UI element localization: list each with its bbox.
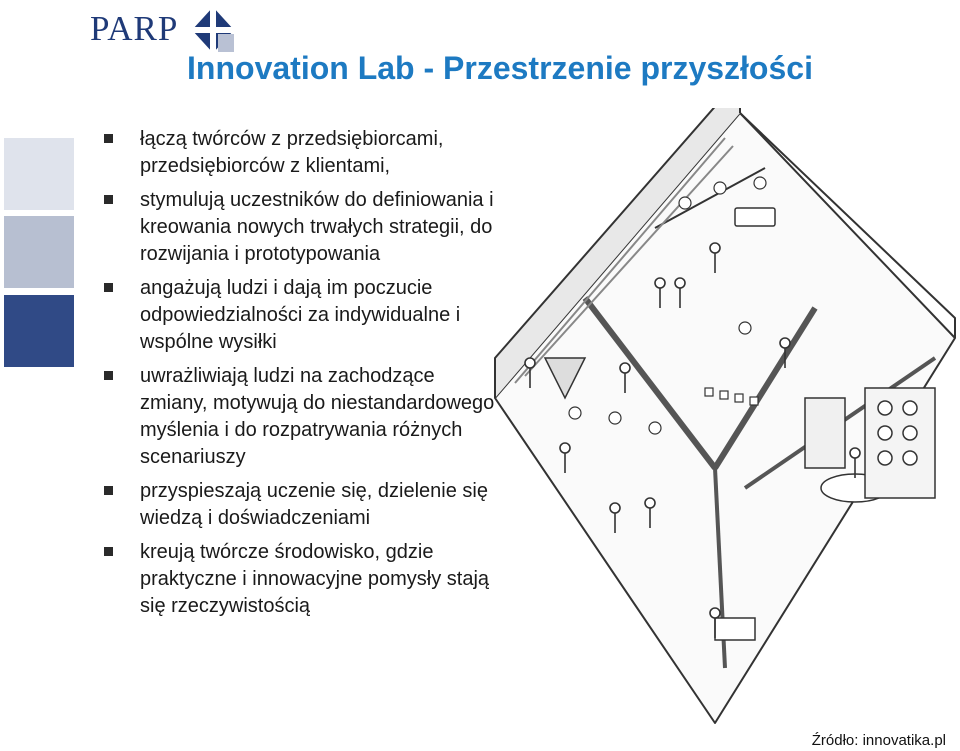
bullet-square-icon [104,283,113,292]
office-sketch-illustration [415,108,960,728]
bullet-item: angażują ludzi i dają im poczucie odpowiedzialności za indywidualne i wspólne wysiłki [104,275,504,356]
bullet-square-icon [104,547,113,556]
bullet-item: przyspieszają uczenie się, dzielenie się wiedzą i doświadczeniami [104,478,504,532]
bullet-square-icon [104,195,113,204]
page-title: Innovation Lab - Przestrzenie przyszłości [187,50,813,86]
bullet-item: kreują twórcze środowisko, gdzie praktyczne i innowacyjne pomysły stają się rzeczywistością [104,539,504,620]
source-caption: Źródło: innovatika.pl [811,732,946,749]
decor-block-light [4,138,74,210]
decor-block-medium [4,216,74,288]
logo-text: PARP [90,9,179,48]
bullet-item: stymulują uczestników do definiowania i kreowania nowych trwałych strategii, do rozwijania i prototypowania [104,187,504,268]
bullet-item: łączą twórców z przedsiębiorcami, przedsiębiorców z klientami, [104,126,504,180]
bullet-item: uwrażliwiają ludzi na zachodzące zmiany, motywują do niestandardowego myślenia i do rozpatrywania różnych scenariuszy [104,363,504,471]
bullet-square-icon [104,486,113,495]
bullet-square-icon [104,134,113,143]
bullet-square-icon [104,371,113,380]
decor-block-dark [4,295,74,367]
